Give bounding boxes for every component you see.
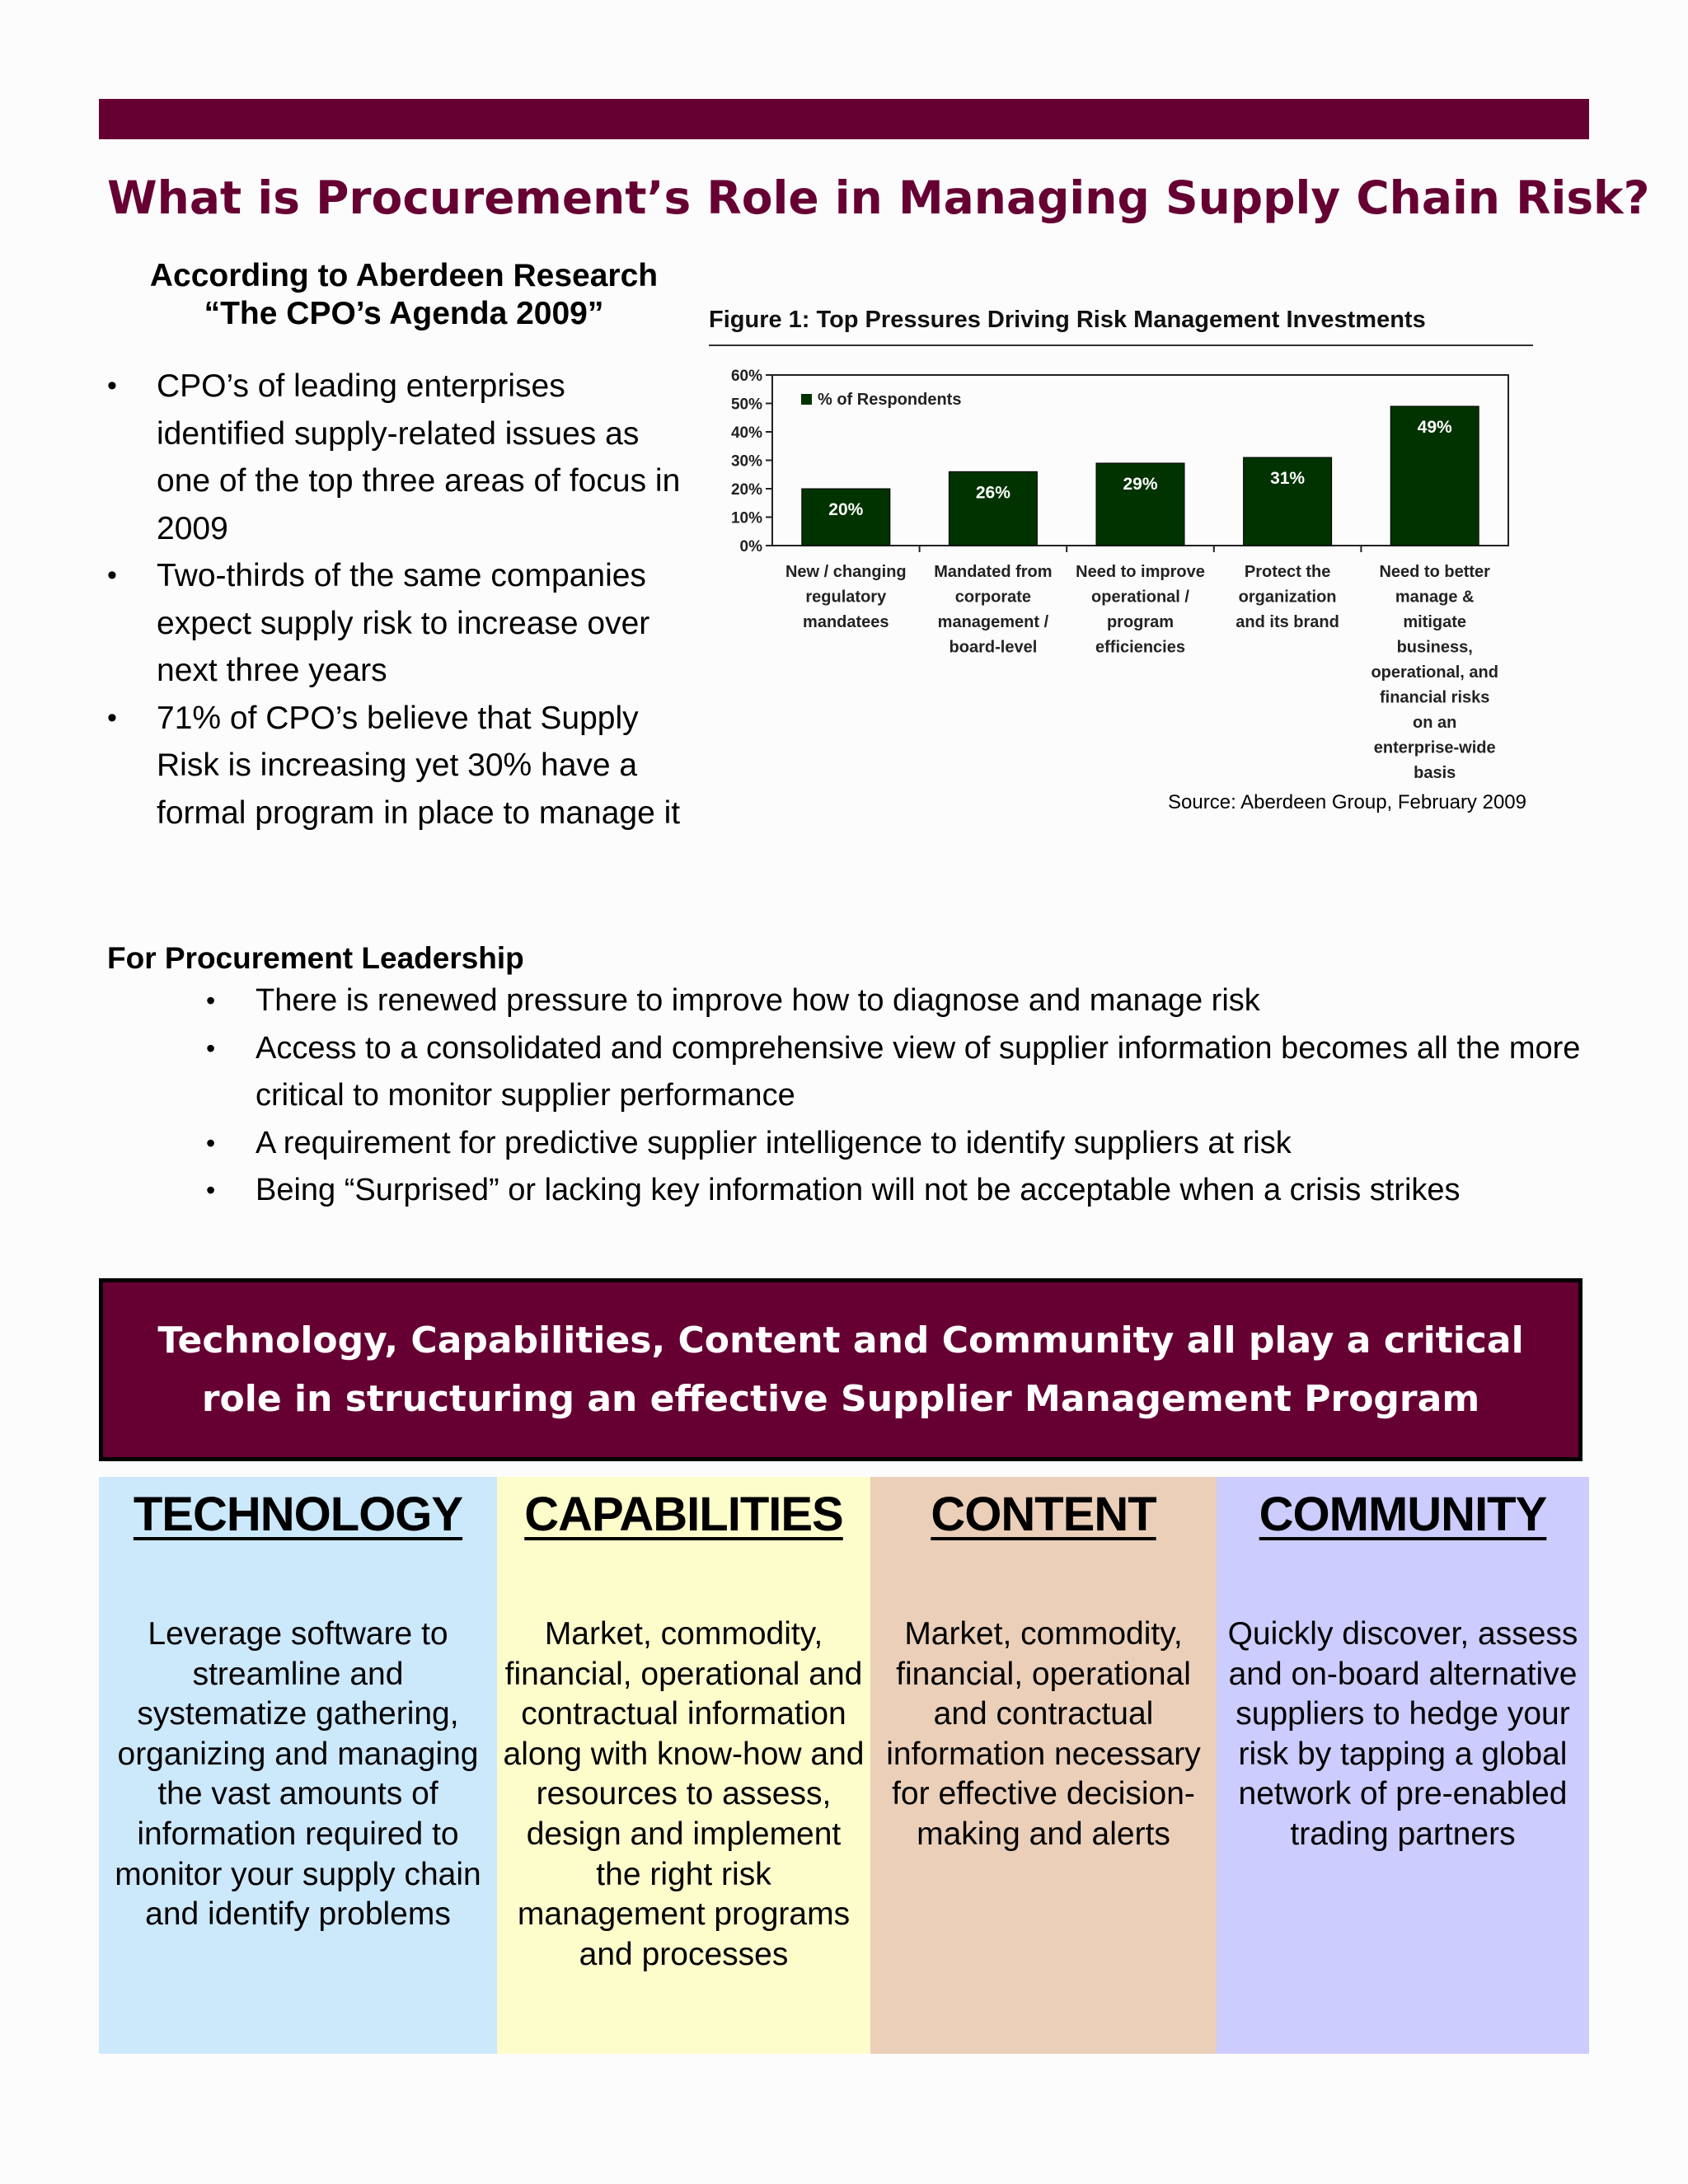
category-label: regulatory	[805, 588, 887, 607]
category-label: organization	[1238, 588, 1337, 607]
y-tick-label: 60%	[730, 368, 762, 385]
category-label: operational, and	[1371, 663, 1498, 682]
pillar-community	[1217, 1477, 1589, 2054]
pillar-body: Market, commodity, financial, operational and contractual information necessary for effective decision-making and alerts	[886, 1616, 1201, 1852]
category-label: Protect the	[1244, 563, 1331, 581]
bar-data-label: 29%	[1123, 474, 1158, 494]
category-label: basis	[1414, 764, 1456, 782]
category-label: mitigate	[1403, 613, 1467, 631]
y-tick-label: 30%	[730, 452, 762, 471]
y-tick-label: 40%	[730, 424, 762, 442]
leadership-bullet: • Access to a consolidated and comprehensive view of supplier information becomes all the more critical to monitor supplier performance	[206, 1025, 1607, 1120]
pillar-body: Market, commodity, financial, operational and contractual information along with know-how and resources to assess, design and implement the right risk management programs and processes	[503, 1616, 865, 1972]
leadership-heading: For Procurement Leadership	[107, 941, 524, 975]
category-label: corporate	[954, 588, 1032, 607]
pillar-body: Quickly discover, assess and on-board alternative suppliers to hedge your risk by tapping a global network of pre-enabled trading partners	[1227, 1616, 1578, 1852]
pillars-grid	[99, 1477, 1589, 2054]
category-label: Need to improve	[1076, 563, 1205, 581]
callout-banner-text: Technology, Capabilities, Content and Community all play a critical role in structuring an effective Supplier Management Program	[157, 1319, 1524, 1420]
category-label: Mandated from	[934, 563, 1053, 581]
category-label: business,	[1396, 638, 1473, 657]
leadership-bullet: • Being “Surprised” or lacking key information will not be acceptable when a crisis strikes	[206, 1167, 1607, 1215]
y-tick-label: 0%	[739, 538, 762, 555]
category-label: manage &	[1395, 588, 1475, 607]
pillar-technology	[99, 1477, 497, 2054]
category-label: enterprise-wide	[1373, 738, 1496, 757]
category-label: Need to better	[1379, 563, 1490, 581]
bar-data-label: 20%	[828, 500, 864, 519]
leadership-bullet-list	[206, 977, 1607, 1215]
y-tick-label: 50%	[730, 396, 762, 414]
research-bullet-list	[107, 363, 684, 837]
pillar-heading: CAPABILITIES	[524, 1488, 843, 1541]
bar-data-label: 49%	[1417, 417, 1452, 437]
pillar-body: Leverage software to streamline and systematize gathering, organizing and managing the vast amounts of information required to monitor your supply chain and identify problems	[115, 1616, 481, 1933]
header-bar	[99, 99, 1589, 139]
legend-swatch	[801, 394, 812, 405]
pillar-heading: COMMUNITY	[1259, 1488, 1547, 1541]
category-label: on an	[1413, 714, 1457, 732]
research-heading	[107, 257, 701, 333]
figure-divider	[709, 344, 1533, 346]
pillar-content	[870, 1477, 1217, 2054]
category-label: efficiencies	[1095, 638, 1185, 657]
y-tick-label: 10%	[730, 509, 762, 527]
figure-source: Source: Aberdeen Group, February 2009	[1168, 791, 1526, 813]
legend-label: % of Respondents	[818, 391, 962, 409]
pillar-heading: TECHNOLOGY	[133, 1488, 463, 1541]
research-bullet: • CPO’s of leading enterprises identified supply-related issues as one of the top three areas of focus in 2009	[107, 363, 684, 552]
figure-title: Figure 1: Top Pressures Driving Risk Management Investments	[709, 307, 1426, 333]
research-bullet: • 71% of CPO’s believe that Supply Risk is increasing yet 30% have a formal program in place to manage it	[107, 695, 684, 837]
pillar-capabilities	[497, 1477, 870, 2054]
y-tick-label: 20%	[730, 481, 762, 499]
research-bullet: • Two-thirds of the same companies expect supply risk to increase over next three years	[107, 552, 684, 695]
research-heading-line1: According to Aberdeen Research	[149, 258, 659, 293]
page-title: What is Procurement’s Role in Managing Supply Chain Risk?	[107, 171, 1650, 224]
category-label: and its brand	[1236, 613, 1339, 631]
category-label: New / changing	[785, 563, 907, 581]
leadership-bullet: • A requirement for predictive supplier intelligence to identify suppliers at risk	[206, 1120, 1607, 1168]
pillar-heading: CONTENT	[931, 1488, 1156, 1541]
category-label: program	[1106, 613, 1175, 631]
category-label: financial risks	[1379, 688, 1490, 707]
leadership-bullet: • There is renewed pressure to improve how to diagnose and manage risk	[206, 977, 1607, 1025]
bar-data-label: 26%	[975, 483, 1010, 503]
bar-data-label: 31%	[1270, 469, 1306, 489]
bar-chart	[709, 354, 1533, 799]
callout-banner	[99, 1278, 1582, 1461]
category-label: board-level	[949, 638, 1038, 657]
research-heading-line2: “The CPO’s Agenda 2009”	[204, 296, 604, 331]
category-label: mandatees	[803, 613, 889, 631]
category-label: management /	[937, 613, 1049, 631]
category-label: operational /	[1091, 588, 1189, 607]
